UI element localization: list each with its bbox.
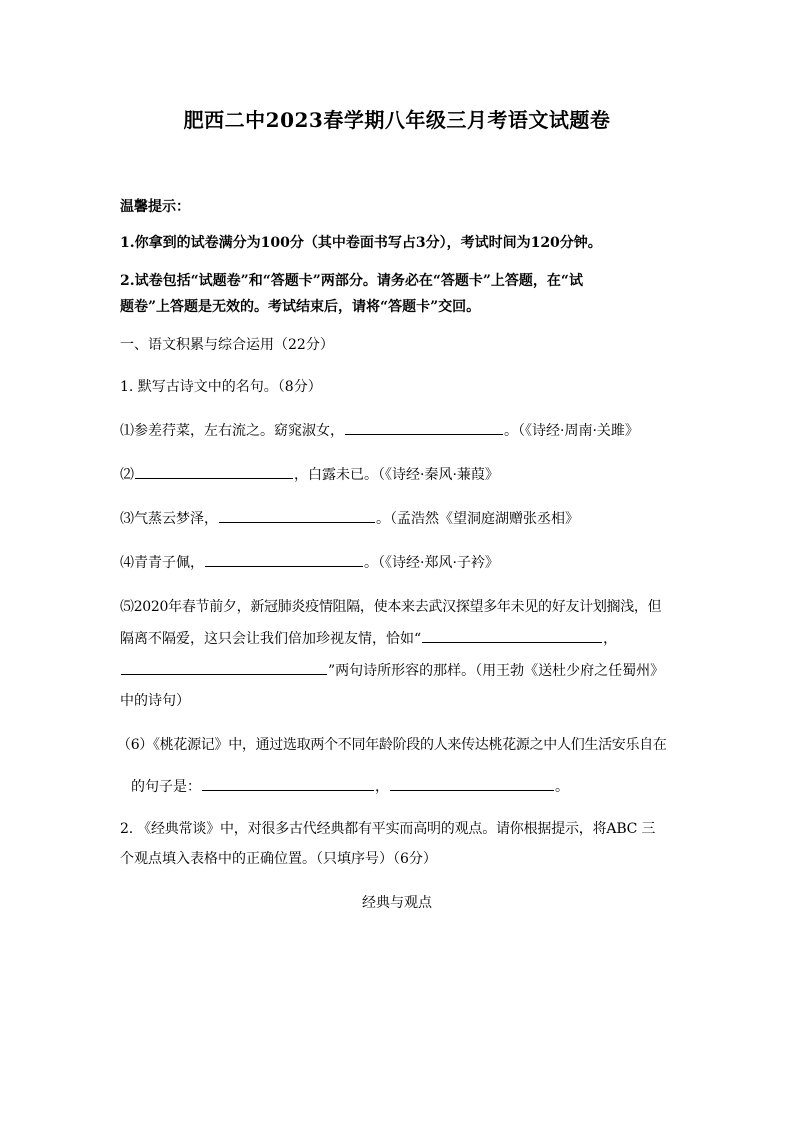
page-title: 肥西二中2023春学期八年级三月考语文试题卷 <box>183 108 611 132</box>
q1-part-5-post: ”两句诗所形容的那样。（用王勃《送杜少府之任蜀州》 <box>328 663 665 679</box>
q1-part-1 <box>120 420 639 440</box>
q1-part-1-pre: ⑴参差荇菜，左右流之。窈窕淑女， <box>120 423 344 439</box>
question-2-line-1: 2. 《经典常谈》中，对很多古代经典都有平实而高明的观点。请你根据提示，将ABC 三 <box>120 821 656 837</box>
q1-part-5-comma: ， <box>603 631 618 647</box>
tips-line-1: 1.你拿到的试卷满分为100分（其中卷面书写占3分），考试时间为120分钟。 <box>120 235 602 251</box>
q1-part-6-pre: 的句子是： <box>131 779 201 795</box>
tips-line-2b: 题卷”上答题是无效的。考试结束后，请将“答题卡”交回。 <box>120 299 481 315</box>
q1-part-5-line-1: ⑸2020年春节前夕，新冠肺炎疫情阻隔，使本来去武汉探望多年未见的好友计划搁浅，但 <box>120 599 662 615</box>
q1-part-6-line-2 <box>131 776 569 796</box>
q1-part-2 <box>120 464 499 484</box>
q1-part-6-line-1: （6）《桃花源记》中，通过选取两个不同年龄阶段的人来传达桃花源之中人们生活安乐自在 <box>117 737 667 753</box>
q1-part-5-line-3 <box>120 660 664 680</box>
q1-part-5-line-2 <box>120 628 617 648</box>
q1-part-4 <box>120 552 499 572</box>
answer-blank[interactable] <box>345 420 503 435</box>
q1-part-3-pre: ⑶气蒸云梦泽， <box>120 511 218 527</box>
q1-part-4-pre: ⑷青青子佩， <box>120 555 204 571</box>
question-1-stem: 1. 默写古诗文中的名句。（8分） <box>120 379 322 395</box>
q1-part-2-post: ，白露未已。（《诗经·秦风·蒹葭》 <box>294 467 499 483</box>
q1-part-6-mid: ， <box>375 779 389 795</box>
section-1-heading: 一、语文积累与综合运用（22分） <box>120 337 334 353</box>
answer-blank[interactable] <box>390 776 554 791</box>
q1-part-6-post: 。 <box>555 779 569 795</box>
q1-part-5-line-4: 中的诗句） <box>120 693 190 709</box>
q1-part-5-pre: 隔离不隔爱，这只会让我们倍加珍视友情，恰如“ <box>120 631 422 647</box>
answer-blank[interactable] <box>205 552 363 567</box>
answer-blank[interactable] <box>219 508 375 523</box>
q1-part-3 <box>120 508 579 528</box>
answer-blank[interactable] <box>422 628 602 643</box>
q1-part-2-pre: ⑵ <box>120 467 134 483</box>
answer-blank[interactable] <box>202 776 374 791</box>
tips-heading: 温馨提示： <box>120 199 190 215</box>
q1-part-1-post: 。（《诗经·周南·关雎》 <box>504 423 639 439</box>
tips-line-2a: 2.试卷包括“试题卷”和“答题卡”两部分。请务必在“答题卡”上答题，在“试 <box>120 273 583 289</box>
question-2-line-2: 个观点填入表格中的正确位置。（只填序号）（6分） <box>120 851 437 867</box>
answer-blank[interactable] <box>135 464 293 479</box>
answer-blank[interactable] <box>121 660 327 675</box>
q1-part-3-post: 。（孟浩然《望洞庭湖赠张丞相》 <box>376 511 579 527</box>
table-title: 经典与观点 <box>362 895 432 911</box>
q1-part-4-post: 。（《诗经·郑风·子衿》 <box>364 555 499 571</box>
